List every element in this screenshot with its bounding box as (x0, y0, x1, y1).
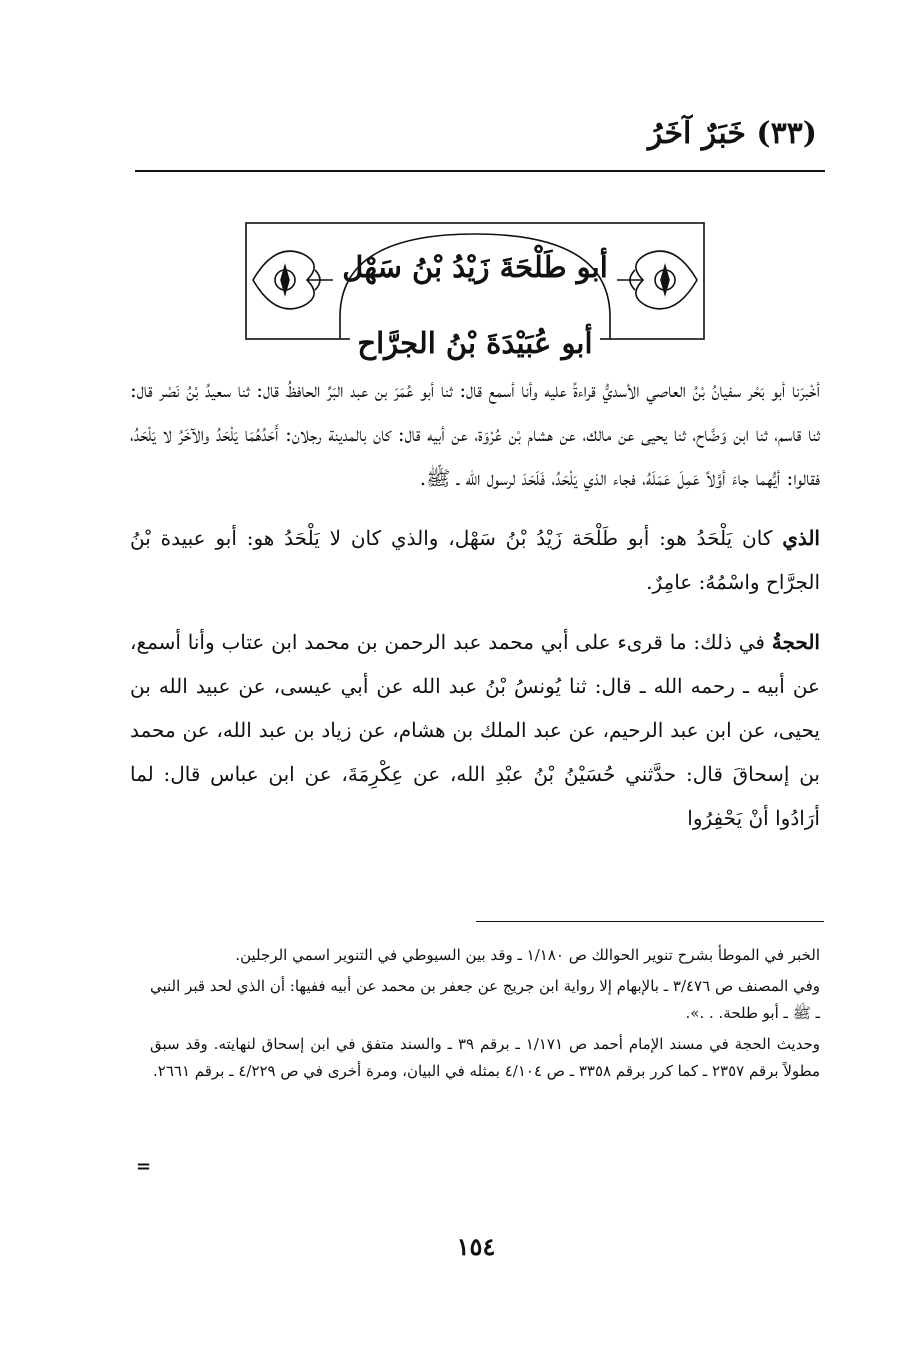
paragraph-text: في ذلك: ما قرىء على أبي محمد عبد الرحمن بن محمد ابن عتاب وأنا أسمع، عن أبيه ـ رحمه الله ـ قال: ثنا يُونسُ بْنُ عبد الله عن أبي عيسى، عن عبيد الله بن يحيى، عن ابن عبد الرحيم، عن عبد الملك بن هشام، عن زياد بن عبد الله، عن محمد بن إسحاقَ قال: حدَّثني حُسَيْنُ بْنُ عبْدِ الله، عن عِكْرِمَةَ، عن ابن عباس قال: لما أرَادُوا أنْ يَحْفِرُوا (130, 630, 820, 830)
paragraph-text: أخْبرَنا أبو بَحْر سفيانُ بْنُ العاصي الأسديُّ قراءةً عليه وأنا أسمع قال: ثنا أبو عُمَرَ بن عبد البَرِّ الحافظُ قال: ثنا سعيدُ بْنُ نَصْر قال: ثنا قاسم، ثنا ابن وَضَّاح، ثنا يحيى عن مالك، عن هشام بْن عُرْوَة، عن أبيه قال: كان بالمدينة رجلان: أَحَدُهُمَا يَلْحَدُ والآخَرُ لا يَلْحَدُ، فقالوا: أيُّهما جاءَ أوَّلاً عَمِلَ عَمَلَهُ، فجاء الذي يَلْحَدُ، فَلَحَدَ لرسول الله ـ ﷺ. (130, 378, 820, 490)
footnote-item: وفي المصنف ص ٣/٤٧٦ ـ بالإبهام إلا رواية ابن جريج عن جعفر بن محمد عن أبيه ففيها: أن الذي لحد قبر النبي ـ ﷺ ـ أبو طلحة. . .». (150, 977, 821, 1022)
paragraph-text: كان يَلْحَدُ هو: أبو طَلْحَة زَيْدُ بْنُ سَهْل، والذي كان لا يَلْحَدُ هو: أبو عبيدة بْنُ الجرَّاح واسْمُهُ: عامِرٌ. (130, 526, 820, 594)
page-number: ١٥٤ (456, 1232, 496, 1261)
chapter-header (135, 110, 825, 170)
footnote-divider (476, 921, 824, 922)
paragraph-identification (130, 516, 820, 604)
frame-name-one: أبو طَلْحَةَ زَيْدُ بْنُ سَهْل (342, 250, 608, 284)
header-rule (135, 170, 825, 172)
paragraph-lead: الحجةُ (771, 630, 820, 654)
paragraph-evidence (130, 620, 820, 840)
main-text (130, 368, 820, 856)
frame-name-two: أبو عُبَيْدَةَ بْنُ الجرَّاح (350, 326, 600, 360)
paragraph-lead: الذي (782, 526, 820, 550)
title-frame (245, 222, 705, 340)
chapter-title: (٣٣) خَبَرٌ آخَرُ (647, 116, 817, 151)
continuation-mark: = (136, 1156, 152, 1177)
footnotes (150, 942, 820, 1089)
footnote-item: الخبر في الموطأ بشرح تنوير الحوالك ص ١/١٨٠ ـ وقد بين السيوطي في التنوير اسمي الرجلين. (235, 946, 820, 964)
left-ornament-icon (253, 251, 333, 309)
footnote-item: وحديث الحجة في مسند الإمام أحمد ص ١/١٧١ ـ برقم ٣٩ ـ والسند متفق في ابن إسحاق لنهايته. وقد سبق مطولاً برقم ٢٣٥٧ ـ كما كرر برقم ٣٣٥٨ ـ ص ٤/١٠٤ بمثله في البيان، ومرة أخرى في ص ٤/٢٢٩ ـ برقم ٢٦٦١. (150, 1035, 820, 1080)
right-ornament-icon (617, 251, 697, 309)
paragraph-isnad (130, 368, 820, 500)
